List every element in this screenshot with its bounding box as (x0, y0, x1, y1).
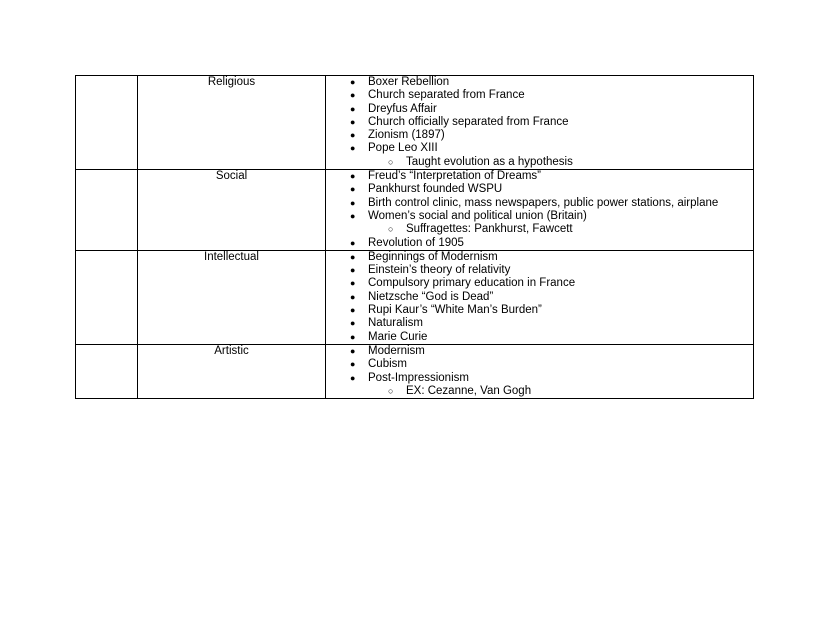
sub-bullet-list (368, 385, 753, 398)
list-item-text: Cubism (368, 358, 407, 371)
notes-table (75, 75, 754, 399)
list-item (368, 331, 753, 344)
list-item (368, 277, 753, 290)
list-item (368, 116, 753, 129)
list-item (368, 183, 753, 196)
list-item-text: Post-Impressionism (368, 371, 469, 384)
list-item-text: Marie Curie (368, 330, 428, 343)
list-item (368, 345, 753, 358)
points-cell (326, 250, 754, 344)
list-item-text: Zionism (1897) (368, 129, 445, 142)
category-label: Social (215, 170, 248, 183)
list-item-text: Boxer Rebellion (368, 76, 450, 88)
list-item (368, 103, 753, 116)
table-row (76, 76, 754, 170)
list-item-text: Revolution of 1905 (368, 236, 464, 249)
bullet-list (326, 251, 753, 344)
list-item-text: Compulsory primary education in France (368, 277, 576, 290)
list-item-text: Pope Leo XIII (368, 142, 438, 155)
list-item (368, 358, 753, 371)
list-item-text: Church separated from France (368, 89, 525, 102)
list-item (368, 291, 753, 304)
list-item (368, 76, 753, 89)
list-item-text: Pankhurst founded WSPU (368, 183, 503, 196)
list-item-text: Dreyfus Affair (368, 102, 437, 115)
table-row (76, 170, 754, 251)
list-item-text: Beginnings of Modernism (368, 250, 498, 263)
list-item (368, 372, 753, 399)
list-item (368, 142, 753, 169)
category-cell (138, 170, 326, 251)
bullet-list (326, 170, 753, 250)
list-item-text: Rupi Kaur’s “White Man’s Burden” (368, 304, 542, 317)
category-cell (138, 344, 326, 398)
list-item (368, 317, 753, 330)
bullet-list (326, 76, 753, 169)
category-label: Artistic (214, 344, 249, 357)
list-item (368, 129, 753, 142)
sub-list-item: ○ Suffragettes: Pankhurst, Fawcett (406, 223, 753, 236)
blank-cell (76, 76, 138, 170)
table-row (76, 344, 754, 398)
list-item-text: Church officially separated from France (368, 115, 569, 128)
list-item (368, 304, 753, 317)
list-item (368, 251, 753, 264)
sub-bullet-list (368, 156, 753, 169)
notes-table-body (76, 76, 754, 399)
list-item-text: Naturalism (368, 317, 423, 330)
blank-cell (76, 250, 138, 344)
blank-cell (76, 344, 138, 398)
points-cell (326, 344, 754, 398)
sub-list-item: ○ Taught evolution as a hypothesis (406, 156, 753, 169)
list-item (368, 237, 753, 250)
list-item-text: Freud’s “Interpretation of Dreams” (368, 170, 541, 183)
category-cell (138, 250, 326, 344)
category-label: Religious (207, 76, 256, 88)
sub-bullet-list (368, 223, 753, 236)
list-item (368, 264, 753, 277)
list-item (368, 89, 753, 102)
list-item-text: Modernism (368, 344, 425, 357)
category-label: Intellectual (204, 250, 259, 263)
list-item (368, 210, 753, 237)
list-item (368, 197, 753, 210)
blank-cell (76, 170, 138, 251)
points-cell (326, 76, 754, 170)
list-item-text: Women’s social and political union (Britain) (368, 209, 587, 222)
sub-list-item: ○ EX: Cezanne, Van Gogh (406, 385, 753, 398)
bullet-list (326, 345, 753, 398)
list-item (368, 170, 753, 183)
points-cell (326, 170, 754, 251)
list-item-text: Birth control clinic, mass newspapers, public power stations, airplane (368, 196, 719, 209)
list-item-text: Einstein’s theory of relativity (368, 264, 511, 277)
table-row (76, 250, 754, 344)
category-cell (138, 76, 326, 170)
list-item-text: Nietzsche “God is Dead” (368, 290, 494, 303)
